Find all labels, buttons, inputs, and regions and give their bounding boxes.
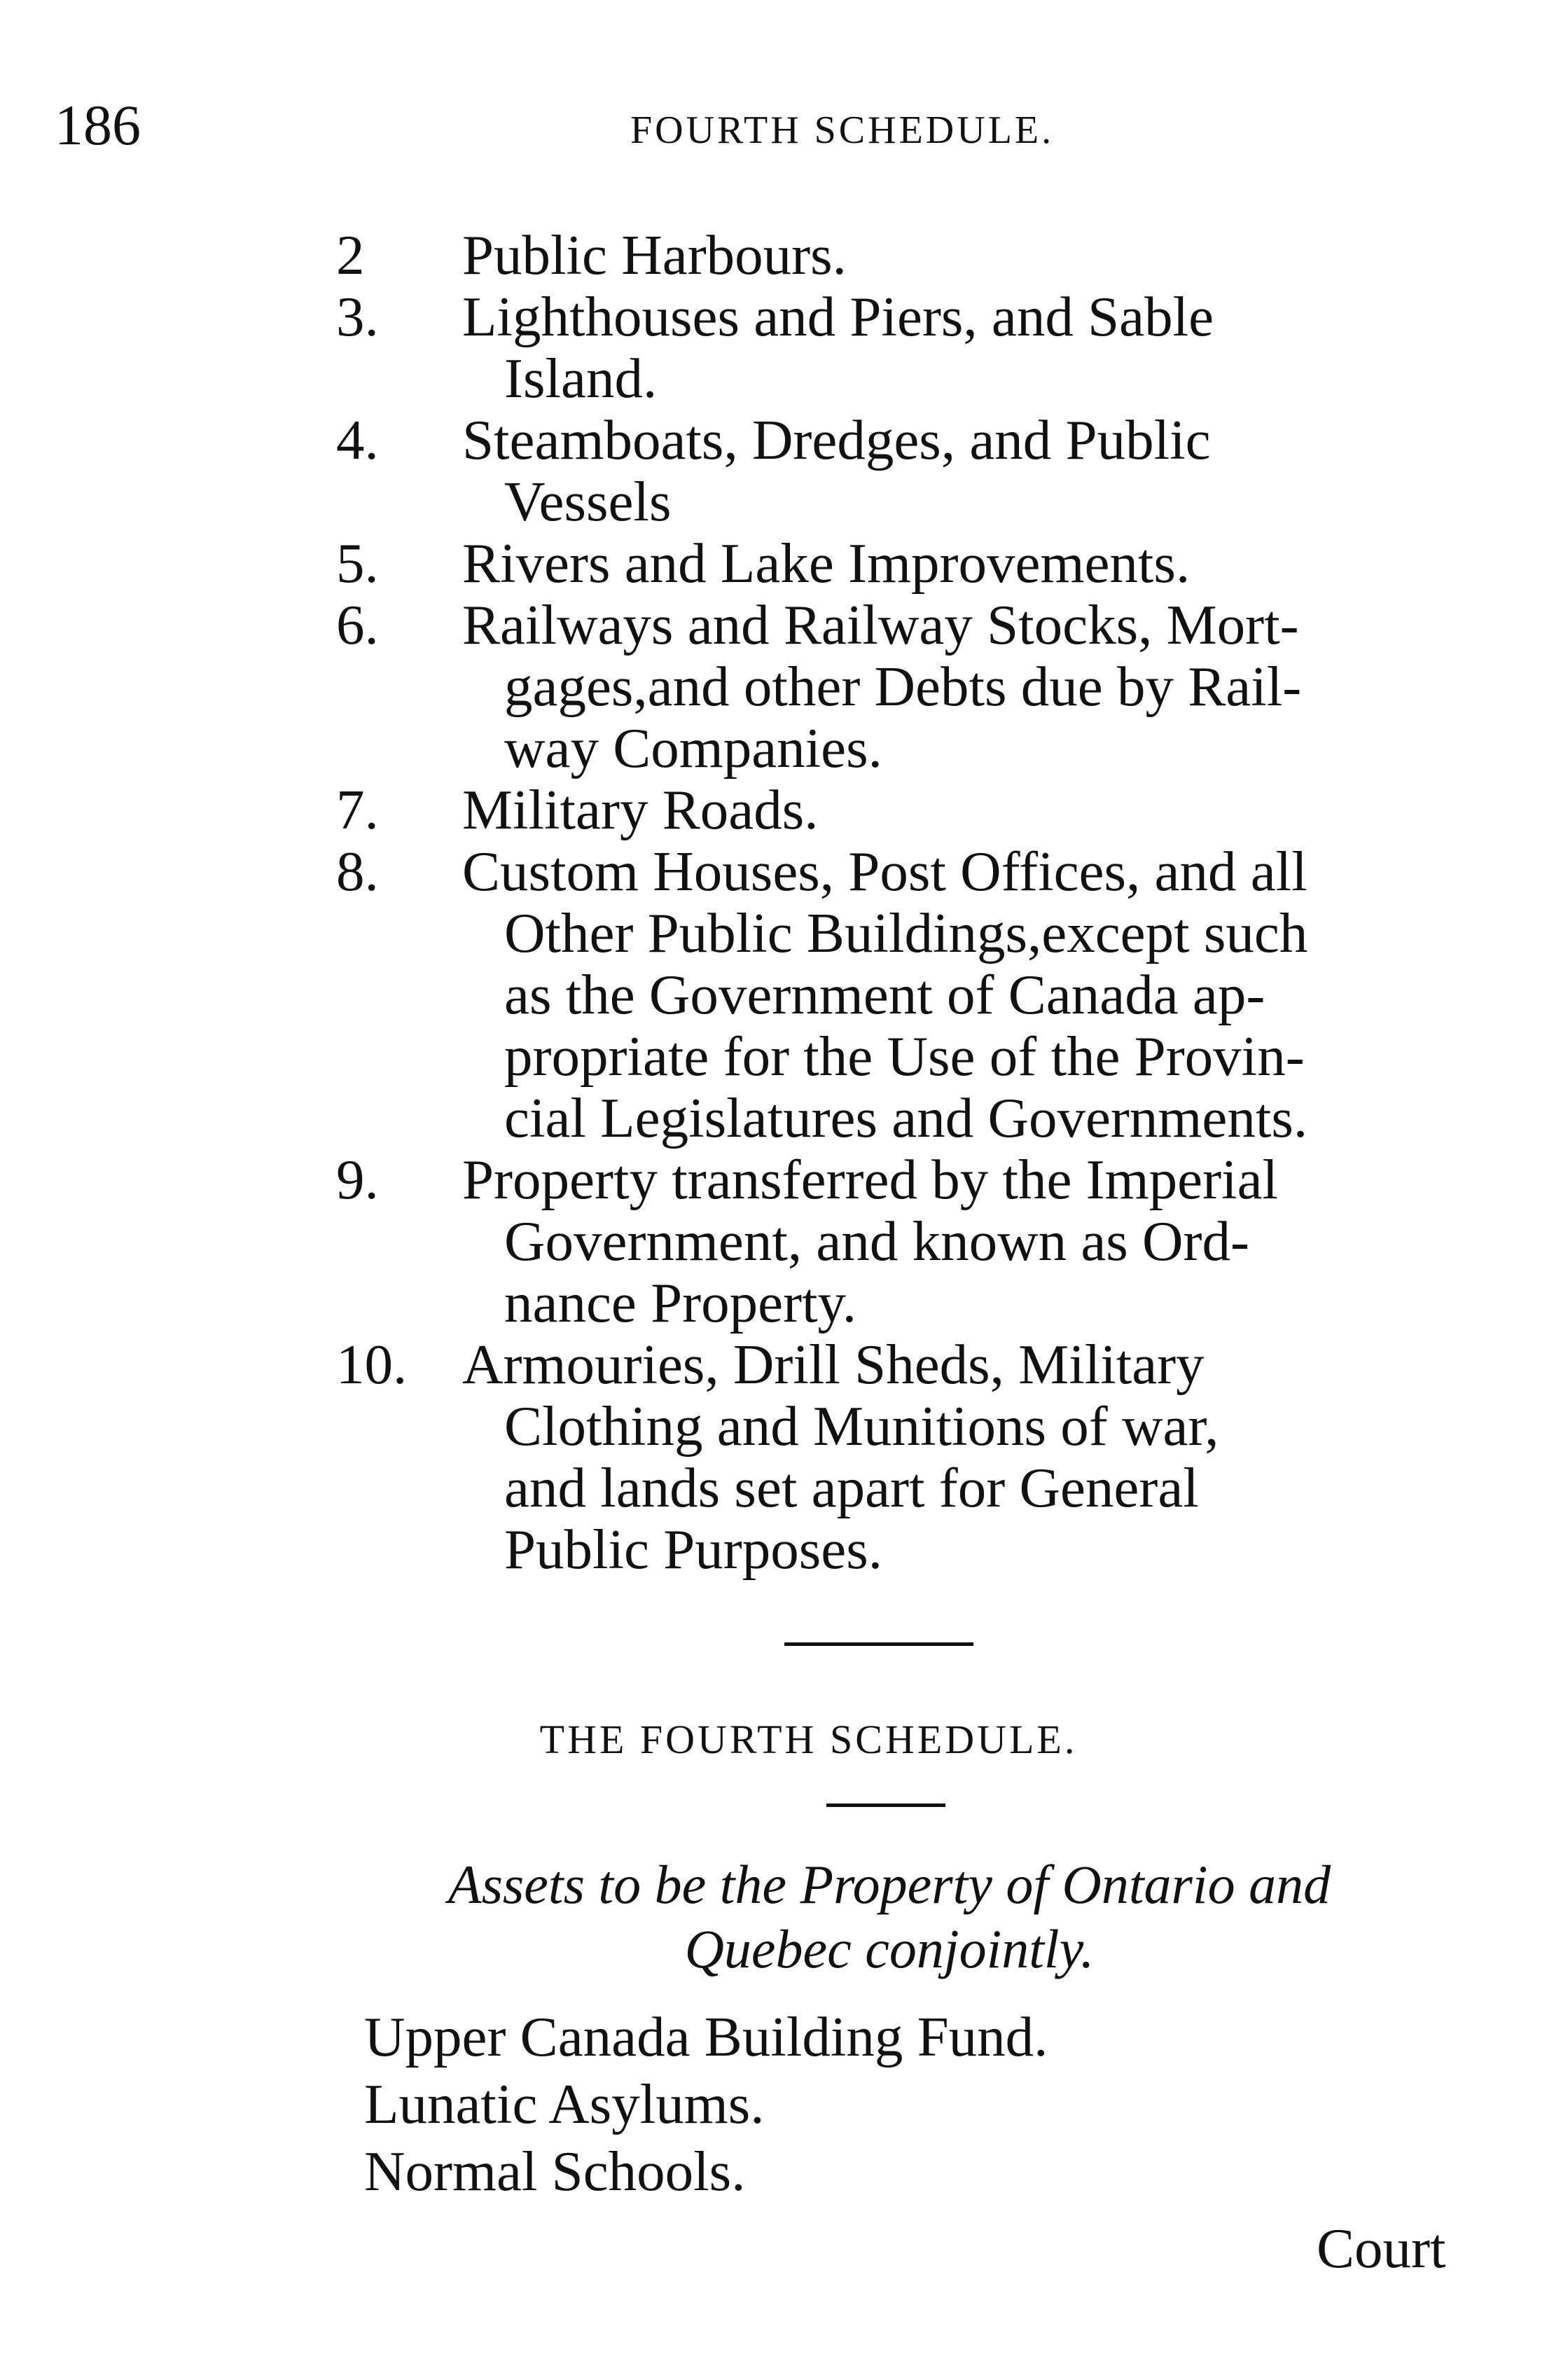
item-text [462,224,1471,286]
item-line: Rivers and Lake Improvements. [462,532,1191,595]
divider-rule [826,1803,945,1807]
item-line: way Companies. [504,716,882,780]
item-line: Custom Houses, Post Offices, and all [462,840,1307,903]
item-line: Steamboats, Dredges, and Public [462,408,1211,471]
item-line: Island. [504,347,658,410]
asset-item: Upper Canada Building Fund. [364,2005,1048,2068]
schedule-list [336,224,1471,1580]
item-line: cial Legislatures and Governments. [504,1086,1308,1149]
list-item [336,286,1471,409]
item-line: Vessels [504,470,672,533]
item-line: Public Purposes. [504,1518,883,1581]
item-line: Other Public Buildings,except such [504,901,1308,964]
divider-rule [784,1642,973,1646]
asset-item: Lunatic Asylums. [364,2072,765,2135]
list-item [336,409,1471,532]
item-number: 4. [336,408,379,471]
item-text [462,286,1471,409]
item-number: 5. [336,532,379,595]
list-item [336,1334,1471,1580]
item-line: Public Harbours. [462,223,847,286]
page-number: 186 [55,93,141,157]
item-line: as the Government of Canada ap- [504,963,1265,1026]
item-text [462,532,1471,594]
item-text [462,1334,1471,1580]
list-item [336,224,1471,286]
subtitle-line: Assets to be the Property of Ontario and [447,1854,1331,1915]
list-item [336,779,1471,840]
list-item [336,594,1471,779]
item-number: 2 [336,223,365,286]
item-number: 9. [336,1148,379,1211]
item-line: propriate for the Use of the Provin- [504,1025,1305,1088]
item-line: and lands set apart for General [504,1456,1199,1519]
item-text [462,1149,1471,1334]
item-line: Railways and Railway Stocks, Mort- [462,593,1299,656]
asset-item: Normal Schools. [364,2140,746,2203]
list-item [336,840,1471,1149]
item-text [462,409,1471,532]
item-number: 8. [336,840,379,903]
list-item [336,532,1471,594]
running-head: FOURTH SCHEDULE. [630,109,1055,152]
item-text [462,594,1471,779]
item-line: Lighthouses and Piers, and Sable [462,285,1214,348]
item-text [462,840,1471,1149]
item-line: Clothing and Munitions of war, [504,1394,1219,1458]
item-line: nance Property. [504,1271,857,1334]
item-line: Property transferred by the Imperial [462,1148,1279,1211]
subtitle-line: Quebec conjointly. [684,1918,1095,1979]
section-title: THE FOURTH SCHEDULE. [539,1717,1078,1762]
item-number: 6. [336,593,379,656]
item-number: 10. [336,1333,408,1396]
item-line: Government, and known as Ord- [504,1210,1249,1273]
list-item [336,1149,1471,1334]
item-number: 7. [336,778,379,841]
item-text [462,779,1471,840]
section-subtitle [322,1853,1457,1981]
item-number: 3. [336,285,379,348]
item-line: Armouries, Drill Sheds, Military [462,1333,1205,1396]
item-line: Military Roads. [462,778,819,841]
assets-list [364,2003,1048,2205]
catchword: Court [1317,2217,1446,2280]
item-line: gages,and other Debts due by Rail- [504,655,1302,718]
